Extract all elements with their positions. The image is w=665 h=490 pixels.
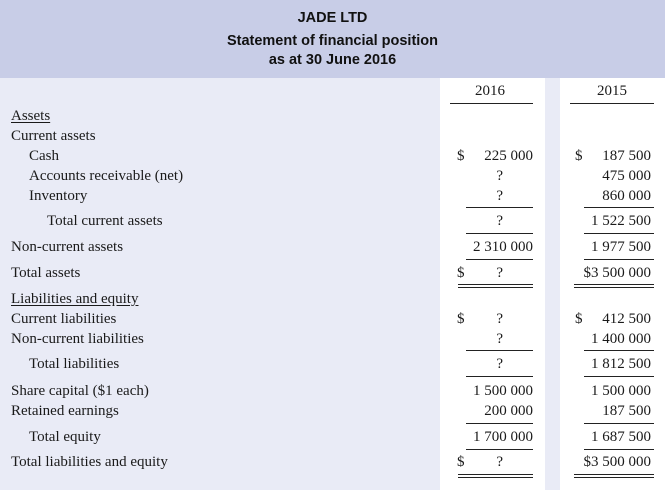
rule-ncl-2016 [466, 350, 533, 351]
share-capital-2016: 1 500 000 [473, 383, 533, 399]
cash-currency-2015: $ [575, 148, 583, 164]
statement-title: Statement of financial position [226, 33, 439, 49]
assets-heading: Assets [11, 108, 51, 124]
rule-tca-2015 [584, 233, 654, 234]
current-assets-heading: Current assets [11, 128, 96, 144]
total-assets-2015: $3 500 000 [583, 265, 651, 281]
double-rule-ta-2016-b [458, 287, 533, 288]
non-current-assets-label: Non-current assets [11, 239, 124, 255]
rule-te-2015 [584, 449, 654, 450]
double-rule-tle-2016-a [458, 474, 533, 475]
double-rule-tle-2016-b [458, 477, 533, 478]
total-liabilities-2015: 1 812 500 [591, 356, 651, 372]
total-liabilities-equity-label: Total liabilities and equity [11, 454, 168, 470]
rule-nca-2016 [466, 259, 533, 260]
accounts-receivable-2015: 475 000 [602, 168, 651, 184]
total-current-assets-label: Total current assets [47, 213, 163, 229]
rule-re-2015 [584, 423, 654, 424]
total-equity-2015: 1 687 500 [591, 429, 651, 445]
double-rule-ta-2016-a [458, 284, 533, 285]
rule-nca-2015 [584, 259, 654, 260]
header-rule-2015 [570, 103, 654, 104]
total-liabilities-equity-2016: ? [496, 454, 503, 470]
header-rule-2016 [450, 103, 533, 104]
statement-header [0, 0, 665, 78]
cash-2016: 225 000 [484, 148, 533, 164]
current-liabilities-label: Current liabilities [11, 311, 117, 327]
retained-earnings-2016: 200 000 [484, 403, 533, 419]
share-capital-2015: 1 500 000 [591, 383, 651, 399]
total-equity-2016: 1 700 000 [473, 429, 533, 445]
total-current-assets-2016: ? [496, 213, 503, 229]
current-liabilities-2016: ? [496, 311, 503, 327]
statement-date: as at 30 June 2016 [268, 52, 397, 68]
non-current-assets-2016: 2 310 000 [473, 239, 533, 255]
retained-earnings-2015: 187 500 [602, 403, 651, 419]
rule-re-2016 [466, 423, 533, 424]
subtotal-rule-2016 [466, 207, 533, 208]
non-current-liabilities-2016: ? [496, 331, 503, 347]
total-liabilities-equity-2015: $3 500 000 [583, 454, 651, 470]
rule-tca-2016 [466, 233, 533, 234]
non-current-assets-2015: 1 977 500 [591, 239, 651, 255]
total-current-assets-2015: 1 522 500 [591, 213, 651, 229]
liabilities-equity-heading: Liabilities and equity [11, 291, 139, 307]
subtotal-rule-2015 [584, 207, 654, 208]
non-current-liabilities-label: Non-current liabilities [11, 331, 144, 347]
inventory-2016: ? [496, 188, 503, 204]
rule-tl-2016 [466, 376, 533, 377]
current-liabilities-currency-2015: $ [575, 311, 583, 327]
column-header-2015: 2015 [597, 83, 627, 99]
total-liabilities-equity-currency-2016: $ [457, 454, 465, 470]
total-assets-label: Total assets [11, 265, 81, 281]
total-assets-2016: ? [496, 265, 503, 281]
inventory-label: Inventory [29, 188, 88, 204]
total-liabilities-2016: ? [496, 356, 503, 372]
column-header-2016: 2016 [475, 83, 505, 99]
accounts-receivable-label: Accounts receivable (net) [29, 168, 184, 184]
share-capital-label: Share capital ($1 each) [11, 383, 149, 399]
total-liabilities-label: Total liabilities [29, 356, 120, 372]
cash-currency-2016: $ [457, 148, 465, 164]
retained-earnings-label: Retained earnings [11, 403, 119, 419]
rule-tl-2015 [584, 376, 654, 377]
non-current-liabilities-2015: 1 400 000 [591, 331, 651, 347]
inventory-2015: 860 000 [602, 188, 651, 204]
current-liabilities-currency-2016: $ [457, 311, 465, 327]
total-equity-label: Total equity [29, 429, 101, 445]
total-assets-currency-2016: $ [457, 265, 465, 281]
cash-label: Cash [29, 148, 59, 164]
cash-2015: 187 500 [602, 148, 651, 164]
double-rule-ta-2015-b [574, 287, 654, 288]
rule-ncl-2015 [584, 350, 654, 351]
accounts-receivable-2016: ? [496, 168, 503, 184]
rule-te-2016 [466, 449, 533, 450]
double-rule-tle-2015-a [574, 474, 654, 475]
current-liabilities-2015: 412 500 [602, 311, 651, 327]
double-rule-ta-2015-a [574, 284, 654, 285]
company-name: JADE LTD [297, 10, 368, 26]
double-rule-tle-2015-b [574, 477, 654, 478]
